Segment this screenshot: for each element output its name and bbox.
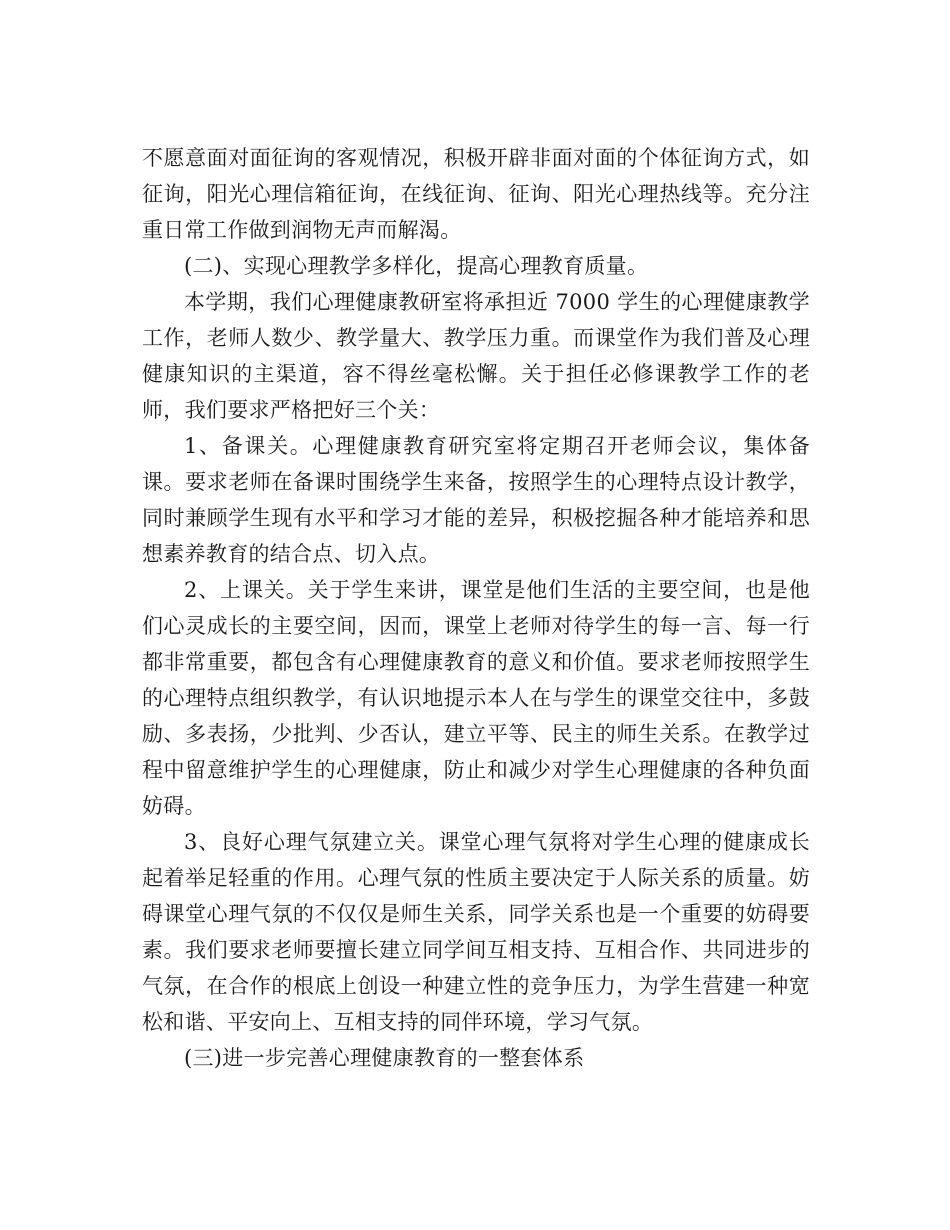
paragraph-class-teaching: 2、上课关。关于学生来讲，课堂是他们生活的主要空间，也是他们心灵成长的主要空间，因而，课堂上老师对待学生的每一言、每一行都非常重要，都包含有心理健康教育的意义和价值。要求老师按照学生的心理特点组织教学，有认识地提示本人在与学生的课堂交往中，多鼓励、多表扬，少批判、少否认，建立平等、民主的师生关系。在教学过程中留意维护学生的心理健康，防止和减少对学生心理健康的各种负面妨碍。	[142, 578, 810, 818]
paragraph-atmosphere: 3、良好心理气氛建立关。课堂心理气氛将对学生心理的健康成长起着举足轻重的作用。心理气氛的性质主要决定于人际关系的质量。妨碍课堂心理气氛的不仅仅是师生关系，同学关系也是一个重要的妨碍要素。我们要求老师要擅长建立同学间互相支持、互相合作、共同进步的气氛，在合作的根底上创设一种建立性的竞争压力，为学生营建一种宽松和谐、平安向上、互相支持的同伴环境，学习气氛。	[142, 830, 810, 1034]
paragraph-continuation: 不愿意面对面征询的客观情况，积极开辟非面对面的个体征询方式，如征询，阳光心理信箱征询，在线征询、征询、阳光心理热线等。充分注重日常工作做到润物无声而解渴。	[142, 146, 810, 242]
document-body	[142, 140, 810, 1076]
section-heading-two: (二)、实现心理教学多样化，提高心理教育质量。	[184, 254, 649, 278]
paragraph-teaching-intro: 本学期，我们心理健康教研室将承担近 7000 学生的心理健康教学工作，老师人数少、教学量大、教学压力重。而课堂作为我们普及心理健康知识的主渠道，容不得丝毫松懈。关于担任必修课教学工作的老师，我们要求严格把好三个关：	[142, 290, 810, 422]
paragraph-lesson-prep: 1、备课关。心理健康教育研究室将定期召开老师会议，集体备课。要求老师在备课时围绕学生来备，按照学生的心理特点设计教学，同时兼顾学生现有水平和学习才能的差异，积极挖掘各种才能培养和思想素养教育的结合点、切入点。	[142, 434, 810, 566]
section-heading-three: (三)进一步完善心理健康教育的一整套体系	[184, 1046, 585, 1070]
